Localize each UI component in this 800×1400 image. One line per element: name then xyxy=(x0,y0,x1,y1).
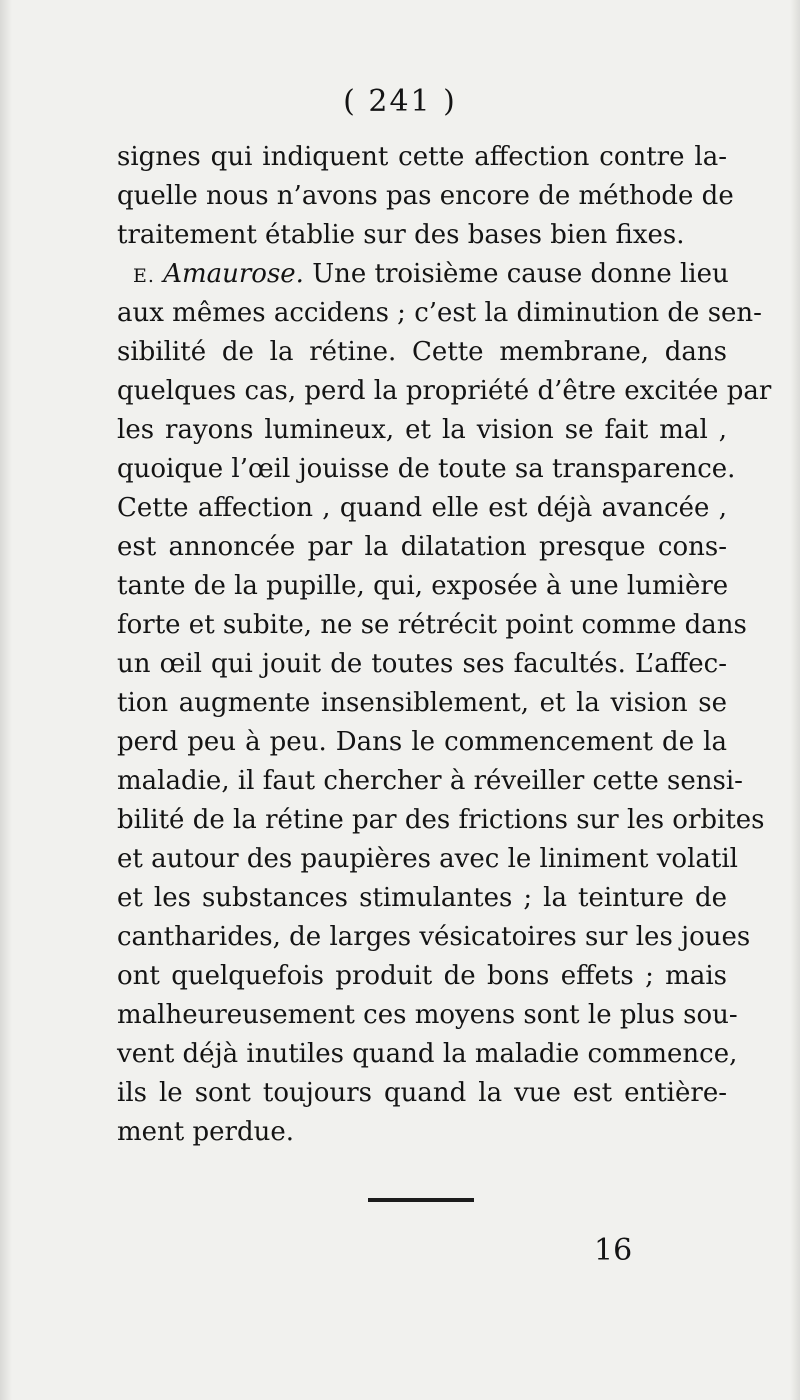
text-line-19: et autour des paupières avec le liniment volatil xyxy=(117,844,738,874)
signature-mark: 16 xyxy=(594,1233,633,1268)
text-line-3: traitement établie sur des bases bien fixes. xyxy=(117,220,685,250)
text-line-9: quoique l’œil jouisse de toute sa transparence. xyxy=(117,454,736,484)
text-line-20: et les substances stimulantes ; la teinture de xyxy=(117,883,727,913)
section-heading-line xyxy=(117,255,727,294)
text-line-23: malheureusement ces moyens sont le plus sou- xyxy=(117,1000,738,1030)
text-line-8: les rayons lumineux, et la vision se fait mal , xyxy=(117,415,727,445)
text-line-11: est annoncée par la dilatation presque cons- xyxy=(117,532,727,562)
text-line-25: ils le sont toujours quand la vue est entière- xyxy=(117,1078,727,1108)
section-title: Amaurose. xyxy=(163,259,304,289)
body-text xyxy=(117,138,772,1152)
text-line-7: quelques cas, perd la propriété d’être excitée par xyxy=(117,376,772,406)
text-line-14: un œil qui jouit de toutes ses facultés. L’affec- xyxy=(117,649,727,679)
text-line-24: vent déjà inutiles quand la maladie commence, xyxy=(117,1039,738,1069)
text-line-22: ont quelquefois produit de bons effets ; mais xyxy=(117,961,727,991)
text-line-16: perd peu à peu. Dans le commencement de la xyxy=(117,727,727,757)
text-line-1: signes qui indiquent cette affection contre la- xyxy=(117,142,727,172)
text-line-21: cantharides, de larges vésicatoires sur les joues xyxy=(117,922,751,952)
text-line-4: Une troisième cause donne lieu xyxy=(312,259,729,289)
text-line-2: quelle nous n’avons pas encore de méthode de xyxy=(117,181,734,211)
text-line-6: sibilité de la rétine. Cette membrane, dans xyxy=(117,337,727,367)
page-edge-shadow-right xyxy=(790,0,800,1400)
closing-rule xyxy=(368,1198,474,1202)
text-line-17: maladie, il faut chercher à réveiller cette sensi- xyxy=(117,766,743,796)
text-line-26: ment perdue. xyxy=(117,1117,294,1147)
text-line-10: Cette affection , quand elle est déjà avancée , xyxy=(117,493,727,523)
text-line-12: tante de la pupille, qui, exposée à une lumière xyxy=(117,571,729,601)
page-number: ( 241 ) xyxy=(343,84,457,119)
page-edge-shadow-left xyxy=(0,0,12,1400)
section-letter: E. xyxy=(133,265,155,287)
text-line-13: forte et subite, ne se rétrécit point comme dans xyxy=(117,610,747,640)
text-line-15: tion augmente insensiblement, et la vision se xyxy=(117,688,727,718)
text-line-5: aux mêmes accidens ; c’est la diminution de sen- xyxy=(117,298,762,328)
text-line-18: bilité de la rétine par des frictions sur les orbites xyxy=(117,805,765,835)
